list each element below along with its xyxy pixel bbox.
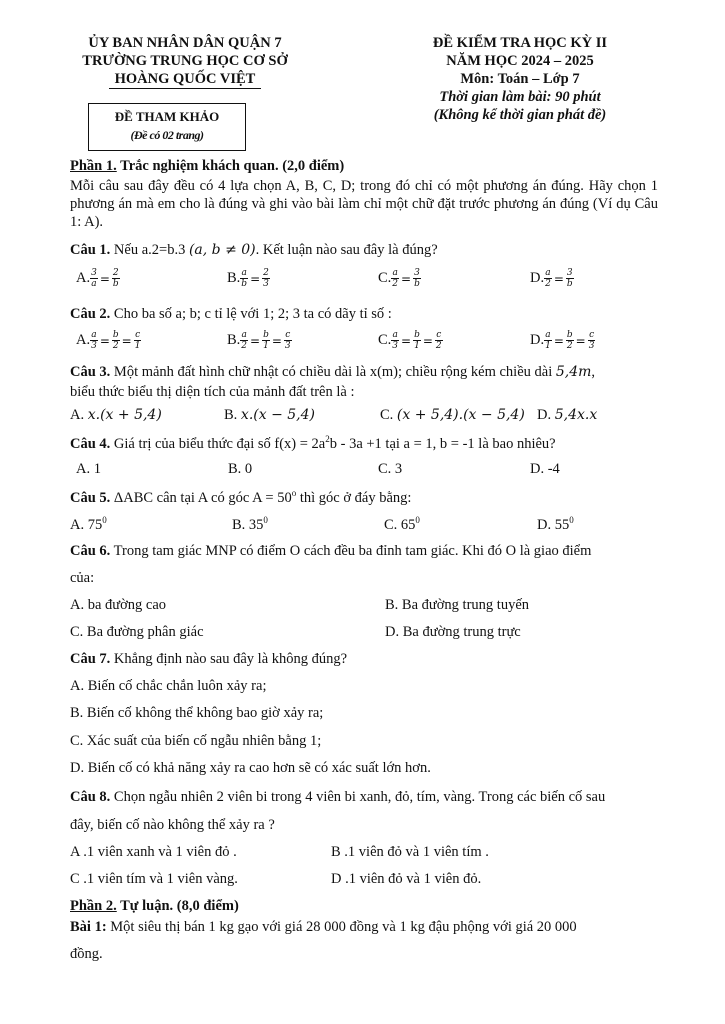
q6-label: Câu 6. [70, 543, 111, 559]
question-6 [70, 543, 591, 560]
q8-text: Chọn ngẫu nhiên 2 viên bi trong 4 viên bi xanh, đỏ, tím, vàng. Trong các biến cố sau [110, 789, 606, 805]
q2-option-letter: B. [227, 331, 241, 348]
subject: Môn: Toán – Lớp 7 [460, 71, 580, 87]
question-7 [70, 651, 347, 668]
q4-exponent: 2 [325, 434, 330, 444]
q8-option-a: A .1 viên xanh và 1 viên đỏ . [70, 844, 237, 860]
q1-option-b-frac-1 [240, 268, 248, 289]
q5-option-c [384, 515, 420, 534]
bai1-line2: đồng. [70, 946, 103, 962]
q1-option-d-frac-1-numerator: a [545, 268, 551, 278]
equals-sign: = [553, 271, 564, 286]
q2-option-c-frac-3 [435, 330, 443, 351]
q1-option-b-frac-1-denominator: b [241, 279, 248, 289]
q8-option-c: C .1 viên tím và 1 viên vàng. [70, 871, 238, 887]
q2-option-a [76, 330, 141, 351]
q6-option-c: C. Ba đường phân giác [70, 624, 204, 640]
q2-option-d-frac-3-numerator: c [589, 330, 595, 340]
q2-option-a-frac-1 [90, 330, 98, 351]
q6-text: Trong tam giác MNP có điểm O cách đều ba đỉnh tam giác. Khi đó O là giao điểm [110, 543, 592, 559]
q7-text: Khẳng định nào sau đây là không đúng? [110, 651, 348, 667]
q4-label: Câu 4. [70, 435, 111, 452]
q2-option-b-frac-1-numerator: a [241, 330, 247, 340]
q3-option-d [537, 407, 597, 424]
bai1-text: Một siêu thị bán 1 kg gạo với giá 28 000 đồng và 1 kg đậu phộng với giá 20 000 [106, 919, 577, 935]
q1-option-c-frac-2-numerator: 3 [414, 268, 420, 278]
q5-option-d-value: D. 55 [537, 516, 570, 533]
q1-option-d-frac-2 [566, 268, 574, 289]
q3-option-a [70, 407, 162, 424]
q1-option-letter: C. [378, 269, 392, 286]
q2-option-a-frac-3-denominator: 1 [134, 341, 141, 351]
q1-option-c-frac-2-denominator: b [414, 279, 420, 289]
q2-option-c-frac-2-denominator: 1 [414, 341, 420, 351]
q2-option-b-frac-3-numerator: c [285, 330, 291, 340]
q2-option-b-frac-1-denominator: 2 [241, 341, 248, 351]
q3-option-letter: C. [380, 407, 397, 423]
q3-option-expression: 5,4x.x [554, 407, 598, 423]
part2-title: Tự luận. (8,0 điểm) [116, 898, 239, 914]
q1-option-b-frac-2 [262, 268, 270, 289]
q3-line2: biểu thức biểu thị diện tích của mảnh đất trên là : [70, 384, 355, 400]
q3-option-letter: A. [70, 407, 88, 423]
page-count-note: (Đề có 02 trang) [130, 128, 204, 142]
q2-option-c [378, 330, 443, 351]
q1-option-b [227, 268, 270, 289]
q3-label: Câu 3. [70, 364, 111, 380]
q1-option-c-frac-1 [391, 268, 399, 289]
q8-line2: đây, biến cố nào không thể xảy ra ? [70, 817, 275, 833]
part2-heading [70, 898, 239, 915]
q1-option-d [530, 268, 574, 289]
time-limit: Thời gian làm bài: 90 phút [439, 89, 601, 105]
q2-option-b-frac-2 [262, 330, 270, 351]
q1-option-d-frac-1 [544, 268, 552, 289]
equals-sign: = [553, 333, 564, 348]
q2-text: Cho ba số a; b; c tỉ lệ với 1; 2; 3 ta có dãy tỉ số : [110, 306, 392, 322]
q2-option-b-frac-2-numerator: b [263, 330, 269, 340]
q1-option-b-frac-2-numerator: 2 [263, 268, 269, 278]
q5-degree: o [291, 488, 297, 498]
q4-text: Giá trị của biểu thức đại số f(x) = 2a [110, 435, 326, 452]
q6-option-d: D. Ba đường trung trực [385, 624, 521, 640]
q3-option-letter: B. [224, 407, 241, 423]
q5-option-d [537, 515, 574, 534]
school-type: TRƯỜNG TRUNG HỌC CƠ SỞ [82, 53, 288, 69]
q2-option-d-frac-2-numerator: b [566, 330, 573, 340]
q7-label: Câu 7. [70, 651, 111, 667]
q1-option-d-frac-2-numerator: 3 [566, 268, 573, 278]
q4-option-b: B. 0 [228, 461, 253, 477]
q1-option-b-frac-2-denominator: 3 [263, 279, 269, 289]
q2-option-d-frac-1-numerator: a [545, 330, 551, 340]
equals-sign: = [401, 271, 412, 286]
q2-option-d-frac-2 [566, 330, 574, 351]
q2-option-a-frac-3-numerator: c [135, 330, 141, 340]
q2-option-c-frac-1-numerator: a [392, 330, 398, 340]
q2-option-a-frac-2-denominator: 2 [112, 341, 119, 351]
q2-option-d-frac-3 [588, 330, 596, 351]
q1-option-letter: B. [227, 269, 241, 286]
q5-option-b-degree: 0 [263, 515, 268, 525]
q1-option-c-frac-1-denominator: 2 [392, 279, 399, 289]
q5-text: ΔABC cân tại A có góc A = 50 [110, 489, 292, 506]
q1-option-a-frac-1 [90, 268, 98, 289]
school-name-wrap [40, 70, 330, 89]
q4-option-d: D. -4 [530, 461, 560, 477]
q1-text: Nếu a.2=b.3 [110, 242, 189, 258]
q2-option-c-frac-2-numerator: b [414, 330, 420, 340]
equals-sign: = [250, 333, 261, 348]
q2-option-letter: A. [76, 331, 91, 348]
q8-label: Câu 8. [70, 789, 111, 805]
q2-option-b-frac-3-denominator: 3 [284, 341, 291, 351]
q3-option-expression: x.(x + 5,4) [87, 407, 162, 423]
q4-text-end: b - 3a +1 tại a = 1, b = -1 là bao nhiêu? [329, 435, 556, 452]
bai1-label: Bài 1: [70, 919, 107, 935]
q6-line2: của: [70, 570, 95, 586]
q5-option-a-degree: 0 [102, 515, 107, 525]
q5-option-a [70, 515, 107, 534]
school-name: HOÀNG QUỐC VIỆT [109, 70, 262, 89]
q2-option-d-frac-2-denominator: 2 [566, 341, 573, 351]
q1-option-a-frac-2 [112, 268, 120, 289]
q3-text: Một mảnh đất hình chữ nhật có chiều dài là x(m); chiều rộng kém chiều dài [110, 364, 556, 380]
q2-label: Câu 2. [70, 306, 111, 322]
district-committee: ỦY BAN NHÂN DÂN QUẬN 7 [88, 35, 282, 51]
part1-title: Trắc nghiệm khách quan. (2,0 điểm) [116, 158, 345, 174]
q1-text-end: . Kết luận nào sau đây là đúng? [255, 242, 438, 258]
q2-option-a-frac-3 [134, 330, 142, 351]
q8-option-b: B .1 viên đỏ và 1 viên tím . [331, 844, 489, 860]
q2-option-a-frac-1-numerator: a [91, 330, 97, 340]
q2-option-b-frac-1 [240, 330, 248, 351]
question-8 [70, 789, 605, 806]
q2-option-d-frac-3-denominator: 3 [588, 341, 595, 351]
question-3 [70, 364, 595, 381]
part1-label: Phần 1. [70, 158, 117, 174]
q2-option-d [530, 330, 595, 351]
q5-option-c-degree: 0 [415, 515, 420, 525]
exam-header [355, 34, 685, 124]
q3-math: 5,4m [555, 364, 592, 380]
q1-option-b-frac-1-numerator: a [241, 268, 247, 278]
q2-option-a-frac-1-denominator: 3 [91, 341, 97, 351]
q2-option-letter: D. [530, 331, 545, 348]
q1-option-a-frac-1-numerator: 3 [91, 268, 97, 278]
question-4 [70, 434, 556, 453]
equals-sign: = [271, 333, 282, 348]
q2-option-a-frac-2-numerator: b [112, 330, 119, 340]
q2-option-c-frac-2 [413, 330, 421, 351]
equals-sign: = [99, 271, 110, 286]
q3-comma: , [591, 364, 596, 380]
q1-option-c [378, 268, 421, 289]
q5-option-d-degree: 0 [569, 515, 574, 525]
q1-option-d-frac-1-denominator: 2 [545, 279, 551, 289]
school-year: NĂM HỌC 2024 – 2025 [446, 53, 594, 69]
q4-option-c: C. 3 [378, 461, 403, 477]
question-2 [70, 306, 392, 323]
q6-option-a: A. ba đường cao [70, 597, 167, 613]
q1-option-c-frac-1-numerator: a [392, 268, 398, 278]
reference-box [88, 103, 246, 151]
reference-title: ĐỀ THAM KHẢO [114, 109, 220, 124]
q1-option-a-frac-1-denominator: a [91, 279, 97, 289]
q6-option-b: B. Ba đường trung tuyến [385, 597, 530, 613]
school-header [40, 34, 330, 89]
q5-option-b-value: B. 35 [232, 516, 264, 533]
q1-label: Câu 1. [70, 242, 111, 258]
q1-option-a-frac-2-denominator: b [112, 279, 119, 289]
q5-text-end: thì góc ở đáy bằng: [296, 489, 412, 506]
q1-option-letter: D. [530, 269, 545, 286]
q2-option-d-frac-1-denominator: 1 [545, 341, 551, 351]
equals-sign: = [250, 271, 261, 286]
q1-option-d-frac-2-denominator: b [566, 279, 573, 289]
q2-option-letter: C. [378, 331, 392, 348]
question-5 [70, 488, 411, 507]
q7-option-b: B. Biến cố không thể không bao giờ xảy ra; [70, 705, 324, 721]
q1-option-a-frac-2-numerator: 2 [112, 268, 119, 278]
q5-option-b [232, 515, 268, 534]
q2-option-c-frac-3-denominator: 2 [435, 341, 442, 351]
q2-option-b-frac-3 [284, 330, 292, 351]
q2-option-a-frac-2 [112, 330, 120, 351]
question-1 [70, 242, 438, 259]
q2-option-c-frac-1 [391, 330, 399, 351]
q3-option-expression: x.(x − 5,4) [240, 407, 315, 423]
part1-instructions: Mỗi câu sau đây đều có 4 lựa chọn A, B, C, D; trong đó chỉ có một phương án đúng. Hãy chọn 1 phương án mà em cho là đúng và ghi vào bài làm chỉ một chữ đặt trước phương án đúng (Ví dụ Câu 1: A). [70, 178, 658, 230]
q2-option-b-frac-2-denominator: 1 [263, 341, 269, 351]
q5-option-a-value: A. 75 [70, 516, 103, 533]
q1-option-a [76, 268, 120, 289]
equals-sign: = [575, 333, 586, 348]
equals-sign: = [121, 333, 132, 348]
q1-option-letter: A. [76, 269, 91, 286]
q7-option-d: D. Biến cố có khả năng xảy ra cao hơn sẽ có xác suất lớn hơn. [70, 760, 431, 776]
q2-option-c-frac-3-numerator: c [436, 330, 442, 340]
q3-option-c [380, 407, 525, 424]
q1-math: (a, b ≠ 0) [188, 242, 256, 258]
q8-option-d: D .1 viên đỏ và 1 viên đỏ. [331, 871, 482, 887]
q7-option-c: C. Xác suất của biến cố ngẫu nhiên bằng 1; [70, 733, 322, 749]
time-note: (Không kể thời gian phát đề) [433, 107, 607, 123]
q4-option-a: A. 1 [76, 461, 101, 477]
q3-option-expression: (x + 5,4).(x − 5,4) [396, 407, 525, 423]
q3-option-letter: D. [537, 407, 555, 423]
q2-option-c-frac-1-denominator: 3 [392, 341, 399, 351]
part1-heading [70, 158, 344, 175]
q5-label: Câu 5. [70, 489, 111, 506]
q2-option-b [227, 330, 292, 351]
bai1 [70, 919, 577, 936]
equals-sign: = [99, 333, 110, 348]
q1-option-c-frac-2 [413, 268, 421, 289]
part2-label: Phần 2. [70, 898, 117, 914]
equals-sign: = [401, 333, 412, 348]
exam-title: ĐỀ KIỂM TRA HỌC KỲ II [432, 35, 608, 51]
q2-option-d-frac-1 [544, 330, 552, 351]
q5-option-c-value: C. 65 [384, 516, 416, 533]
q3-option-b [224, 407, 315, 424]
q7-option-a: A. Biến cố chắc chắn luôn xảy ra; [70, 678, 267, 694]
equals-sign: = [422, 333, 433, 348]
